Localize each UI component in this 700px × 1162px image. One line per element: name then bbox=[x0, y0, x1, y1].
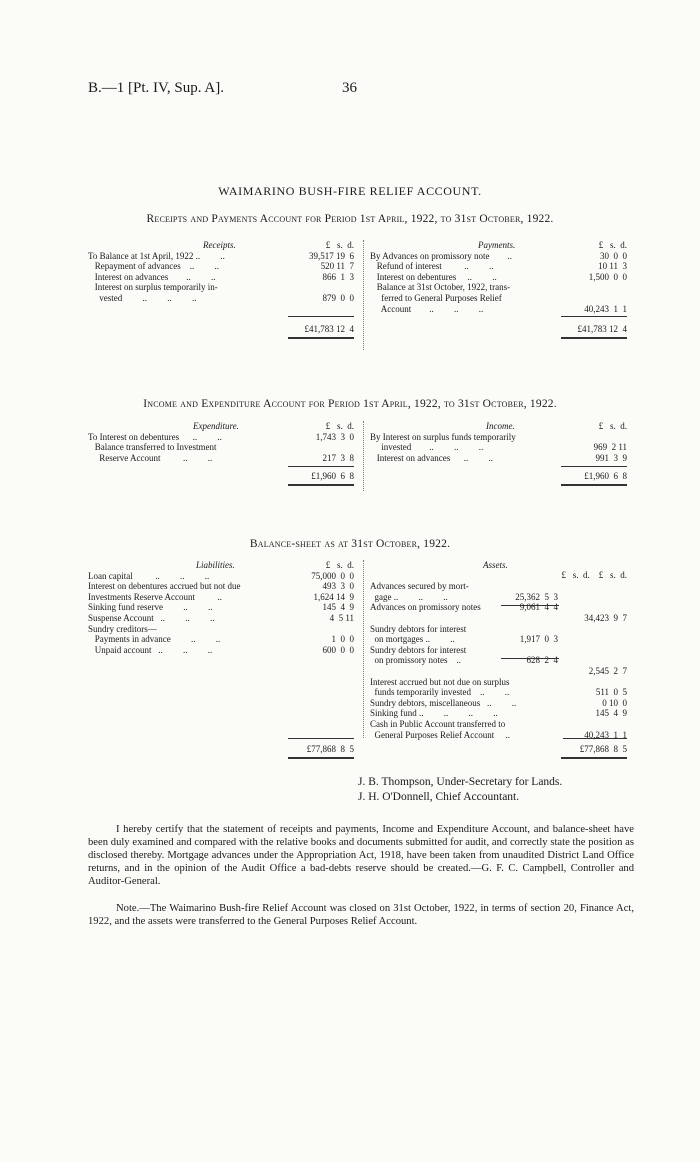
receipts-total: £41,783 12 4 bbox=[304, 324, 354, 334]
receipts-payments-title: Receipts and Payments Account for Period 1st April, 1922, to 31st October, 1922. bbox=[146, 213, 554, 225]
liability-row-amount: 145 4 9 bbox=[322, 602, 354, 613]
receipts-currency-header: £ s. d. bbox=[325, 240, 354, 250]
payments-row-label: Refund of interest .. .. bbox=[370, 261, 494, 272]
liabilities-currency-header: £ s. d. bbox=[325, 560, 354, 570]
liability-row-label: Unpaid account .. .. .. bbox=[88, 644, 213, 655]
liability-row-amount: 4 5 11 bbox=[329, 613, 354, 623]
income-expenditure-title: Income and Expenditure Account for Period 1st April, 1922, to 31st October, 1922. bbox=[143, 398, 557, 410]
expenditure-total: £1,960 6 8 bbox=[311, 471, 354, 481]
payments-total-rule bbox=[561, 316, 627, 317]
signature-thompson: J. B. Thompson, Under-Secretary for Lands. bbox=[358, 776, 563, 788]
receipts-total-double-rule bbox=[288, 337, 354, 342]
asset-row-amount: 34,423 9 7 bbox=[584, 613, 627, 623]
income-total-rule bbox=[561, 466, 627, 467]
asset-row-amount: 2,545 2 7 bbox=[588, 666, 627, 676]
payments-row-label: Interest on debentures .. .. bbox=[370, 271, 497, 282]
column-divider bbox=[363, 240, 364, 350]
receipts-row-amount: 879 0 0 bbox=[322, 293, 354, 303]
receipts-row-label: Interest on surplus temporarily in- bbox=[88, 282, 218, 293]
balance-totals bbox=[88, 744, 633, 760]
assets-total: £77,868 8 5 bbox=[579, 744, 627, 754]
asset-row-subamount: 1,917 0 3 bbox=[519, 634, 558, 645]
closing-note: Note.—The Waimarino Bush-fire Relief Account was closed on 31st October, 1922, in terms of section 20, Finance Act, 1922, and the assets were transferred to the General Purposes Relief Account. bbox=[88, 903, 634, 927]
receipts-row-label: To Balance at 1st April, 1922 .. .. bbox=[88, 250, 225, 261]
expenditure-currency-header: £ s. d. bbox=[325, 421, 354, 431]
receipts-row-amount: 39,517 19 6 bbox=[309, 250, 354, 261]
payments-total: £41,783 12 4 bbox=[577, 324, 627, 334]
liability-row-label: Investments Reserve Account .. bbox=[88, 591, 222, 602]
asset-row-label: Interest accrued but not due on surplus bbox=[370, 676, 510, 687]
assets-heading: Assets. bbox=[483, 560, 508, 570]
payments-row-label: Account .. .. .. bbox=[370, 303, 484, 314]
assets-currency-header: £ s. d. £ s. d. bbox=[561, 570, 627, 580]
asset-row-label: General Purposes Relief Account .. bbox=[370, 729, 510, 740]
expenditure-heading: Expenditure. bbox=[193, 421, 239, 431]
expenditure-row-amount: 1,743 3 0 bbox=[315, 431, 354, 442]
receipts-payments-table bbox=[88, 240, 628, 352]
page-header-ref: B.—1 [Pt. IV, Sup. A]. bbox=[88, 80, 224, 96]
asset-row-label: Sundry debtors for interest bbox=[370, 644, 467, 655]
asset-row-label: Sundry debtors, miscellaneous .. .. bbox=[370, 697, 517, 708]
asset-row-label: Sundry debtors for interest bbox=[370, 623, 467, 634]
liability-row-label: Payments in advance .. .. bbox=[88, 634, 221, 645]
asset-row-label: on mortgages .. .. bbox=[370, 634, 455, 645]
liabilities-total-double-rule bbox=[288, 757, 354, 762]
page-number: 36 bbox=[342, 80, 357, 96]
payments-currency-header: £ s. d. bbox=[598, 240, 627, 250]
column-divider bbox=[363, 421, 364, 491]
liabilities-total-rule bbox=[288, 738, 354, 739]
receipts-row-label: vested .. .. .. bbox=[88, 293, 197, 303]
receipts-total-rule bbox=[288, 316, 354, 317]
signature-odonnell: J. H. O'Donnell, Chief Accountant. bbox=[358, 791, 520, 803]
receipts-row-label: Interest on advances .. .. bbox=[88, 271, 216, 282]
income-total: £1,960 6 8 bbox=[584, 471, 627, 481]
income-row-amount: 969 2 11 bbox=[593, 442, 627, 453]
liability-row-label: Sundry creditors— bbox=[88, 623, 157, 634]
asset-row-amount: 0 10 0 bbox=[602, 697, 627, 708]
audit-certificate: I hereby certify that the statement of receipts and payments, Income and Expenditure Account, and balance-sheet have been duly examined and compared with the relative books and documents submitted for audit, and correctly state the position as disclosed thereby. Mortgage advances under the Appropriation Act, 1918, have been taken from unaudited District Land Office returns, and in the opinion of the Audit Office a bad-debts reserve should be created.—G. F. C. Campbell, Controller and Auditor-General. bbox=[88, 824, 634, 887]
asset-row-subamount: 9,061 4 4 bbox=[519, 602, 558, 613]
liability-row-amount: 1,624 14 9 bbox=[313, 591, 354, 602]
receipts-row-amount: 520 11 7 bbox=[320, 261, 354, 272]
income-expenditure-table bbox=[88, 421, 628, 493]
asset-row-label: funds temporarily invested .. .. bbox=[370, 687, 510, 698]
receipts-row-amount: 866 1 3 bbox=[322, 271, 354, 282]
assets-total-rule bbox=[563, 738, 627, 739]
payments-row-label: Balance at 31st October, 1922, trans- bbox=[370, 282, 511, 293]
liability-row-label: Suspense Account .. .. .. bbox=[88, 613, 215, 623]
payments-row-amount: 30 0 0 bbox=[600, 250, 627, 261]
liability-row-amount: 493 3 0 bbox=[322, 581, 354, 592]
liability-row-amount: 75,000 0 0 bbox=[311, 570, 354, 581]
liability-row-label: Sinking fund reserve .. .. bbox=[88, 602, 213, 613]
payments-row-amount: 10 11 3 bbox=[598, 261, 627, 272]
asset-row-amount: 40,243 1 1 bbox=[584, 729, 627, 740]
balance-sheet-title: Balance-sheet as at 31st October, 1922. bbox=[249, 538, 451, 550]
asset-row-amount: 145 4 9 bbox=[595, 708, 627, 719]
income-row-label: invested .. .. .. bbox=[370, 442, 484, 453]
expenditure-row-label: Reserve Account .. .. bbox=[88, 452, 213, 463]
income-row-label: Interest on advances .. .. bbox=[370, 452, 493, 463]
asset-row-label: Sinking fund .. .. .. .. bbox=[370, 708, 498, 719]
liability-row-label: Interest on debentures accrued but not due bbox=[88, 581, 241, 592]
expenditure-total-double-rule bbox=[288, 484, 354, 489]
expenditure-row-label: To Interest on debentures .. .. bbox=[88, 431, 222, 442]
liabilities-total: £77,868 8 5 bbox=[306, 744, 354, 754]
payments-row-label: ferred to General Purposes Relief bbox=[370, 293, 502, 303]
income-row-label: By Interest on surplus funds temporarily bbox=[370, 431, 516, 442]
signature-block bbox=[358, 775, 562, 805]
payments-row-amount: 1,500 0 0 bbox=[588, 271, 627, 282]
asset-row-label: Cash in Public Account transferred to bbox=[370, 719, 506, 729]
expenditure-row-label: Balance transferred to Investment bbox=[88, 442, 217, 453]
balance-sheet-table bbox=[88, 560, 633, 740]
liability-row-label: Loan capital .. .. .. bbox=[88, 570, 210, 581]
assets-subtotal-rule-2 bbox=[501, 658, 559, 659]
column-divider bbox=[363, 560, 364, 738]
income-heading: Income. bbox=[486, 421, 515, 431]
liabilities-heading: Liabilities. bbox=[196, 560, 235, 570]
income-total-double-rule bbox=[561, 484, 627, 489]
payments-row-amount: 40,243 1 1 bbox=[584, 303, 627, 314]
asset-row-subamount: 25,362 5 3 bbox=[515, 591, 558, 602]
receipts-row-label: Repayment of advances .. .. bbox=[88, 261, 219, 272]
expenditure-total-rule bbox=[288, 466, 354, 467]
liability-row-amount: 1 0 0 bbox=[331, 634, 354, 645]
asset-row-label: Advances on promissory notes bbox=[370, 602, 481, 613]
asset-row-label: Advances secured by mort- bbox=[370, 581, 469, 592]
account-title: WAIMARINO BUSH-FIRE RELIEF ACCOUNT. bbox=[218, 184, 482, 198]
liability-row-amount: 600 0 0 bbox=[322, 644, 354, 655]
payments-heading: Payments. bbox=[478, 240, 516, 250]
asset-row-amount: 511 0 5 bbox=[595, 687, 627, 698]
payments-total-double-rule bbox=[561, 337, 627, 342]
asset-row-subamount: 628 2 4 bbox=[526, 655, 558, 666]
expenditure-row-amount: 217 3 8 bbox=[322, 452, 354, 463]
receipts-heading: Receipts. bbox=[203, 240, 236, 250]
income-row-amount: 991 3 9 bbox=[595, 452, 627, 463]
assets-total-double-rule bbox=[561, 757, 627, 762]
payments-row-label: By Advances on promissory note .. bbox=[370, 250, 512, 261]
assets-subtotal-rule-1 bbox=[501, 605, 559, 606]
income-currency-header: £ s. d. bbox=[598, 421, 627, 431]
asset-row-label: on promissory notes .. bbox=[370, 655, 461, 666]
asset-row-label: gage .. .. .. bbox=[370, 591, 448, 602]
